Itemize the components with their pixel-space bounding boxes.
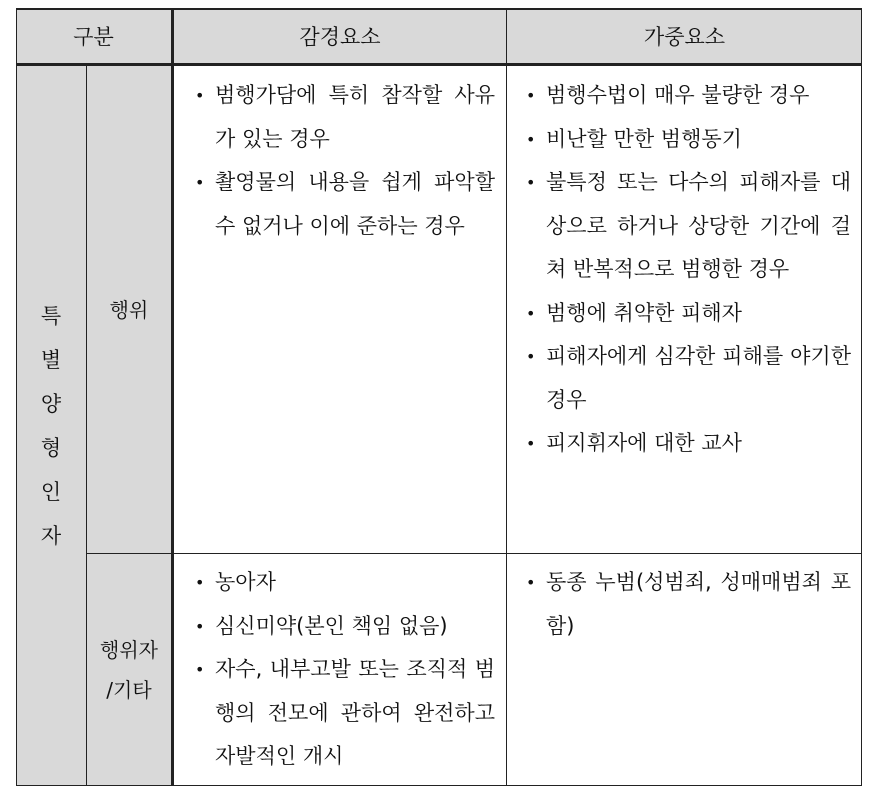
factor-item	[191, 74, 495, 161]
factor-text: 촬영물의 내용을 쉽게 파악할 수 없거나 이에 준하는 경우	[215, 170, 495, 238]
factor-text: 비난할 만한 범행동기	[546, 126, 742, 151]
factor-text: 농아자	[215, 570, 276, 594]
factor-text: 범행수법이 매우 불량한 경우	[546, 83, 810, 107]
header-mitigating-text: 감경요소	[299, 25, 381, 49]
factor-item	[522, 561, 851, 648]
bullet-icon: •	[526, 303, 536, 323]
border-top	[16, 8, 862, 10]
factor-text: 불특정 또는 다수의 피해자를 대상으로 하거나 상당한 기간에 걸쳐 반복적으로 범행한 경우	[546, 170, 851, 281]
row-group-char: 자	[40, 524, 62, 548]
header-category-text: 구분	[73, 25, 114, 49]
column-divider	[506, 8, 507, 786]
factor-text: 범행가담에 특히 참작할 사유가 있는 경우	[215, 83, 495, 151]
row-act-aggravating	[522, 74, 851, 466]
factor-text: 자수, 내부고발 또는 조직적 범행의 전모에 관하여 완전하고 자발적인 개시	[215, 657, 495, 768]
bullet-icon: •	[526, 434, 536, 453]
header-category	[16, 8, 171, 64]
bullet-icon: •	[526, 129, 536, 149]
row-label-line: /기타	[106, 678, 152, 702]
bullet-icon: •	[526, 173, 536, 192]
header-divider	[16, 63, 862, 66]
row-divider	[86, 553, 862, 554]
factor-item	[522, 422, 851, 466]
border-bottom	[16, 785, 862, 786]
factor-item	[522, 335, 851, 422]
row-label-actor-other	[87, 554, 171, 786]
mitigating-list-act	[191, 74, 495, 248]
row-group-char: 인	[40, 480, 62, 504]
group-divider	[86, 66, 87, 786]
row-group-char: 특	[40, 304, 62, 328]
factor-text: 범행에 취약한 피해자	[546, 300, 742, 325]
header-mitigating	[174, 8, 506, 64]
row-label-line: 행위	[109, 297, 149, 322]
factor-item	[522, 118, 851, 162]
row-actor-aggravating	[522, 561, 851, 648]
aggravating-list-act	[522, 74, 851, 466]
factor-item	[522, 161, 851, 292]
bullet-icon: •	[526, 347, 536, 366]
factor-item	[191, 648, 495, 779]
factor-text: 피해자에게 심각한 피해를 야기한 경우	[546, 344, 851, 412]
header-aggravating	[507, 8, 862, 64]
bullet-icon: •	[195, 660, 205, 679]
bullet-icon: •	[195, 173, 205, 192]
factor-text: 피지휘자에 대한 교사	[546, 431, 742, 455]
border-left	[16, 8, 17, 786]
factor-item	[191, 561, 495, 605]
aggravating-list-actor	[522, 561, 851, 648]
row-group-label	[16, 66, 86, 786]
factor-item	[191, 605, 495, 649]
factor-item	[522, 74, 851, 118]
border-right	[861, 8, 862, 786]
bullet-icon: •	[526, 86, 536, 105]
header-aggravating-text: 가중요소	[643, 25, 726, 49]
category-divider	[171, 8, 174, 786]
sentencing-factors-table	[16, 8, 862, 786]
bullet-icon: •	[195, 86, 205, 105]
row-label-act	[87, 66, 171, 553]
factor-item	[522, 292, 851, 336]
factor-text: 동종 누범(성범죄, 성매매범죄 포함)	[546, 570, 851, 638]
mitigating-list-actor	[191, 561, 495, 779]
factor-item	[191, 161, 495, 248]
bullet-icon: •	[195, 573, 205, 592]
row-actor-mitigating	[191, 561, 495, 779]
row-group-char: 양	[40, 392, 62, 416]
row-act-mitigating	[191, 74, 495, 248]
bullet-icon: •	[195, 616, 205, 636]
row-group-char: 형	[40, 436, 62, 460]
factor-text: 심신미약(본인 책임 없음)	[215, 613, 448, 638]
row-label-line: 행위자	[100, 638, 158, 662]
bullet-icon: •	[526, 573, 536, 592]
row-group-char: 별	[40, 348, 62, 372]
